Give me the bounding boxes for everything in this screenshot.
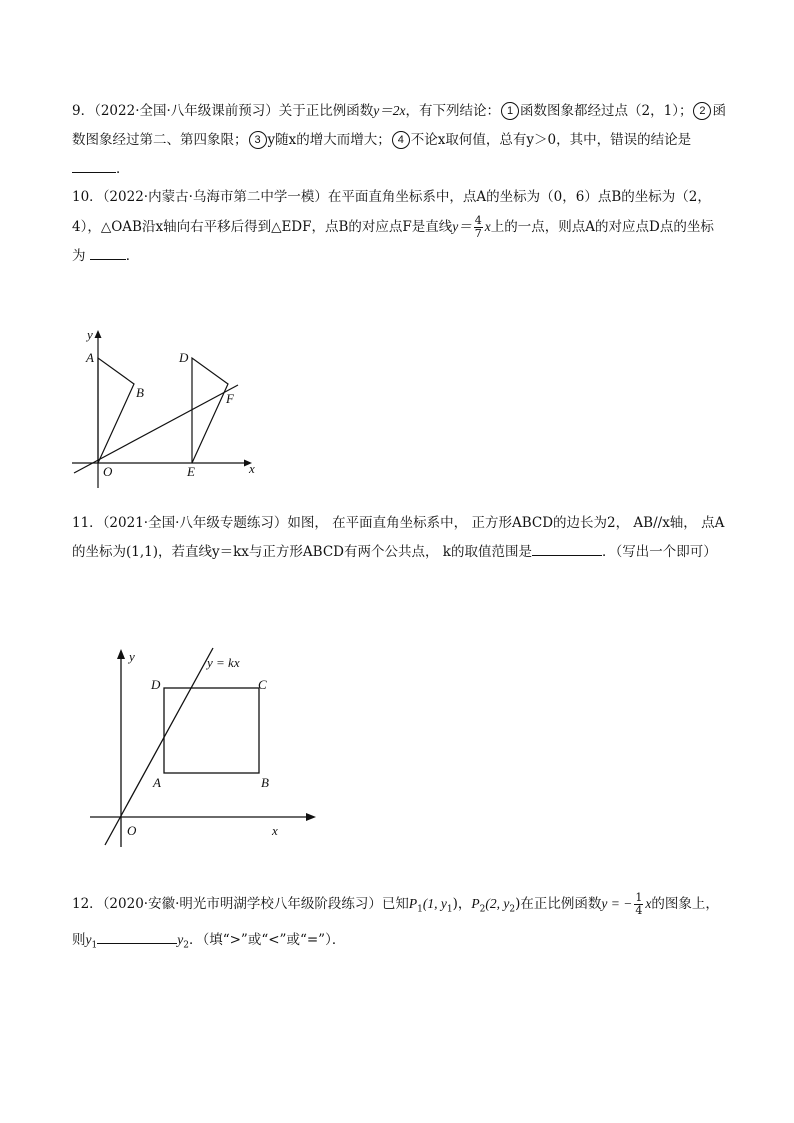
question-text: 不论x取何值，总有y＞0，其中，错误的结论是 — [410, 132, 692, 148]
question-source: （2021·全国·八年级专题练习） — [102, 515, 288, 531]
label-x: x — [272, 823, 278, 838]
question-text: 函数图象都经过点（2，1）； — [520, 103, 693, 119]
denominator: 4 — [635, 904, 643, 917]
y-axis-arrow — [95, 330, 102, 338]
question-text: ．（填“>”或“<”或“=”）． — [188, 931, 346, 948]
subscript: 2 — [183, 940, 189, 951]
subscript: 1 — [417, 904, 423, 915]
answer-blank[interactable] — [72, 156, 116, 173]
label-b: B — [261, 775, 269, 790]
question-text: 函数图象经过第二、第四象限； — [72, 103, 726, 148]
question-source: （2020·安徽·明光市明湖学校八年级阶段练习） — [102, 896, 382, 912]
question-text: ． — [125, 248, 140, 264]
label-o: O — [103, 464, 113, 479]
question-text: y随x的增大而增大； — [267, 132, 391, 148]
numerator: 4 — [474, 214, 482, 227]
label-line: y = kx — [207, 655, 240, 670]
variable-y1: y — [85, 931, 92, 947]
subscript: 2 — [479, 904, 486, 915]
question-text: ．（写出一个即可） — [601, 544, 717, 560]
triangle-oab — [98, 358, 134, 463]
denominator: 7 — [474, 227, 482, 240]
label-c: C — [258, 677, 267, 692]
question-text: ，有下列结论： — [405, 103, 501, 119]
question-text: 的图象上，则 — [72, 896, 719, 948]
question-number: 10． — [72, 189, 103, 205]
label-d: D — [179, 350, 189, 365]
label-e: E — [187, 464, 195, 479]
question-text: 已知 — [381, 896, 409, 912]
circled-number-2: 2 — [693, 102, 711, 120]
fraction — [474, 215, 483, 240]
variable-y2: y — [177, 931, 184, 947]
label-y: y — [129, 649, 135, 664]
subscript: 2 — [509, 904, 516, 915]
circled-number-1: 1 — [501, 102, 519, 120]
square-abcd — [164, 688, 259, 773]
question-12-text — [72, 889, 727, 960]
label-o: O — [127, 823, 137, 838]
subscript: 1 — [446, 904, 453, 915]
x-axis-arrow — [306, 813, 316, 821]
question-text: 上的一点，则点A的对应点D点的坐标为 — [72, 219, 714, 264]
coordinate: )， — [452, 896, 472, 912]
point-p2: P — [471, 896, 480, 911]
circled-number-3: 3 — [249, 131, 267, 149]
equation: y = − — [601, 896, 633, 911]
label-b: B — [136, 385, 144, 400]
label-a: A — [86, 350, 94, 365]
label-f: F — [226, 391, 234, 406]
equation: y＝2x — [373, 103, 406, 118]
equation: x — [484, 219, 491, 234]
circled-number-4: 4 — [392, 131, 410, 149]
answer-blank[interactable] — [90, 243, 126, 260]
y-axis-arrow — [117, 649, 125, 659]
question-9-text — [72, 96, 727, 184]
answer-blank[interactable] — [97, 927, 177, 944]
figure-q10 — [70, 322, 270, 494]
answer-blank[interactable] — [532, 539, 602, 556]
question-source: （2022·全国·八年级课前预习） — [94, 103, 279, 119]
question-11-text — [72, 509, 727, 567]
coordinate: (2, y — [485, 896, 510, 911]
question-text: 在平面直角坐标系中，点A的坐标为（0，6）点B的坐标为（2，4），△OAB沿x轴向右平移后得到△EDF，点B的对应点F是直线 — [72, 189, 711, 235]
numerator: 1 — [635, 891, 643, 904]
label-y: y — [87, 327, 93, 342]
label-x: x — [249, 461, 255, 476]
question-text: 如图， 在平面直角坐标系中， 正方形ABCD的边长为2， AB//x轴， 点A的坐标为(1,1)，若直线y＝kx与正方形ABCD有两个公共点， k的取值范围是 — [72, 515, 725, 560]
figure-q11 — [86, 645, 322, 855]
question-10 — [72, 183, 727, 271]
equation: y＝ — [452, 219, 472, 234]
fraction — [634, 892, 643, 917]
triangle-edf — [192, 358, 228, 463]
question-12 — [72, 889, 727, 960]
question-text: 关于正比例函数 — [278, 103, 374, 119]
question-source: （2022·内蒙古·乌海市第二中学一模） — [102, 189, 328, 205]
question-text: 在正比例函数 — [520, 896, 602, 912]
point-p1: P — [408, 896, 418, 911]
label-a: A — [153, 775, 161, 790]
question-10-text — [72, 183, 727, 271]
coordinate: (1, y — [422, 896, 447, 911]
subscript: 1 — [91, 940, 98, 951]
question-number: 9． — [72, 103, 95, 119]
question-text: ． — [116, 161, 130, 177]
question-number: 11． — [72, 515, 103, 531]
question-11 — [72, 509, 727, 567]
equation: x — [645, 896, 652, 911]
question-9 — [72, 96, 727, 184]
coordinate: ) — [515, 896, 521, 912]
label-d: D — [151, 677, 161, 692]
question-number: 12． — [72, 896, 103, 912]
